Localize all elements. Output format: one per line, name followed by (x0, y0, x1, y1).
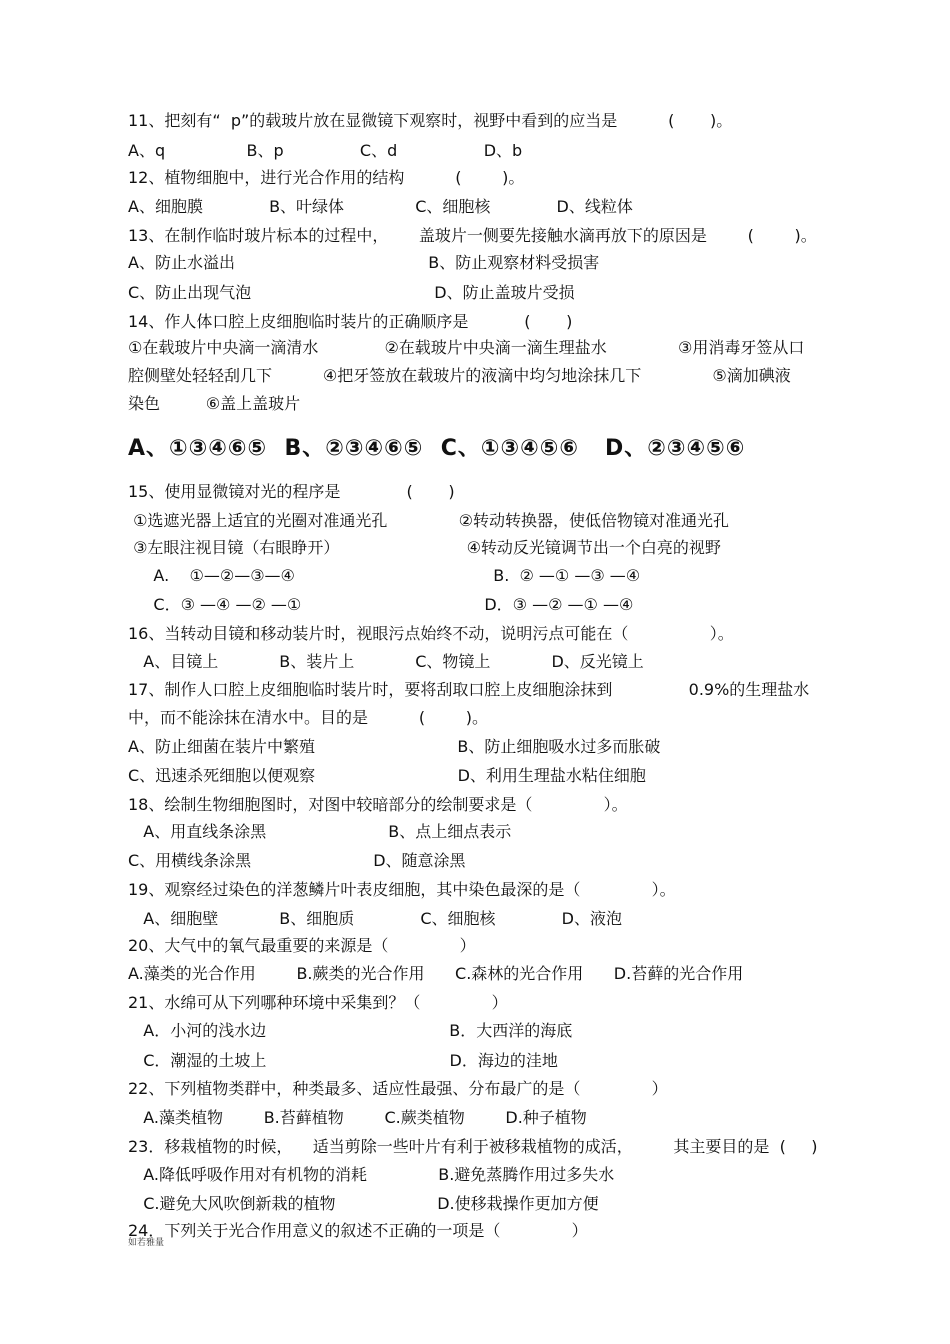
q17-line-1: 17、制作人口腔上皮细胞临时装片时，要将刮取口腔上皮细胞涂抹到 0.9%的生理盐水 (128, 680, 810, 699)
q11-line-1: 11、把刻有“ p”的载玻片放在显微镜下观察时，视野中看到的应当是 ( )。 (128, 111, 733, 130)
q16-line-2: A、目镜上 B、装片上 C、物镜上 D、反光镜上 (128, 652, 644, 671)
q19-line-1: 19、观察经过染色的洋葱鳞片叶表皮细胞，其中染色最深的是（ ）。 (128, 880, 676, 899)
q14-line-2: ①在载玻片中央滴一滴清水 ②在载玻片中央滴一滴生理盐水 ③用消毒牙签从口 (128, 338, 805, 357)
q15-line-1: 15、使用显微镜对光的程序是 ( ) (128, 482, 455, 501)
page-footer: 如若雅量 (128, 1238, 165, 1248)
q14-line-1: 14、作人体口腔上皮细胞临时装片的正确顺序是 ( ) (128, 312, 573, 331)
q18-line-3: C、用横线条涂黑 D、随意涂黑 (128, 851, 466, 870)
q15-line-5: C．③ —④ —② —① D．③ —② —① —④ (128, 595, 634, 614)
q11-line-2: A、q B、p C、d D、b (128, 141, 523, 160)
q17-line-2: 中，而不能涂抹在清水中。目的是 ( )。 (128, 708, 489, 727)
q17-line-4: C、迅速杀死细胞以便观察 D、利用生理盐水粘住细胞 (128, 766, 646, 785)
q16-line-1: 16、当转动目镜和移动装片时，视眼污点始终不动，说明污点可能在（ ）。 (128, 624, 734, 643)
q13-line-2: A、防止水溢出 B、防止观察材料受损害 (128, 253, 600, 272)
q12-line-2: A、细胞膜 B、叶绿体 C、细胞核 D、线粒体 (128, 197, 633, 216)
q12-line-1: 12、植物细胞中，进行光合作用的结构 ( )。 (128, 168, 525, 187)
q20-line-2: A.藻类的光合作用 B.蕨类的光合作用 C.森林的光合作用 D.苔藓的光合作用 (128, 964, 744, 983)
q14-line-4: 染色 ⑥盖上盖玻片 (128, 394, 301, 413)
q17-line-3: A、防止细菌在装片中繁殖 B、防止细胞吸水过多而胀破 (128, 737, 661, 756)
q19-line-2: A、细胞壁 B、细胞质 C、细胞核 D、液泡 (128, 909, 622, 928)
q13-line-1: 13、在制作临时玻片标本的过程中， 盖玻片一侧要先接触水滴再放下的原因是 ( )。 (128, 226, 817, 245)
q15-line-4: A. ①—②—③—④ B. ② —① —③ —④ (128, 566, 641, 585)
q22-line-1: 22、下列植物类群中，种类最多、适应性最强、分布最广的是（ ） (128, 1079, 668, 1098)
q18-line-2: A、用直线条涂黑 B、点上细点表示 (128, 822, 512, 841)
q21-line-3: C．潮湿的土坡上 D．海边的洼地 (128, 1051, 558, 1070)
q15-line-2: ①选遮光器上适宜的光圈对准通光孔 ②转动转换器，使低倍物镜对准通光孔 (128, 511, 729, 530)
q20-line-1: 20、大气中的氧气最重要的来源是（ ） (128, 936, 476, 955)
q21-line-1: 21、水绵可从下列哪种环境中采集到？（ ） (128, 993, 508, 1012)
q14-options-line-1: A、①③④⑥⑤ B、②③④⑥⑤ C、①③④⑤⑥ D、②③④⑤⑥ (128, 436, 746, 461)
q22-line-2: A.藻类植物 B.苔藓植物 C.蕨类植物 D.种子植物 (128, 1108, 587, 1127)
q15-line-3: ③左眼注视目镜（右眼睁开） ④转动反光镜调节出一个白亮的视野 (128, 538, 721, 557)
q23-line-1: 23．移栽植物的时候， 适当剪除一些叶片有利于被移栽植物的成活， 其主要目的是 ( ) (128, 1137, 818, 1156)
q14-line-3: 腔侧壁处轻轻刮几下 ④把牙签放在载玻片的液滴中均匀地涂抹几下 ⑤滴加碘液 (128, 366, 791, 385)
q21-line-2: A．小河的浅水边 B．大西洋的海底 (128, 1021, 573, 1040)
q23-line-2: A.降低呼吸作用对有机物的消耗 B.避免蒸腾作用过多失水 (128, 1165, 615, 1184)
q23-line-3: C.避免大风吹倒新栽的植物 D.使移栽操作更加方便 (128, 1194, 599, 1213)
q13-line-3: C、防止出现气泡 D、防止盖玻片受损 (128, 283, 575, 302)
q24-line-1: 24．下列关于光合作用意义的叙述不正确的一项是（ ） (128, 1221, 588, 1240)
q18-line-1: 18、绘制生物细胞图时，对图中较暗部分的绘制要求是（ ）。 (128, 795, 628, 814)
